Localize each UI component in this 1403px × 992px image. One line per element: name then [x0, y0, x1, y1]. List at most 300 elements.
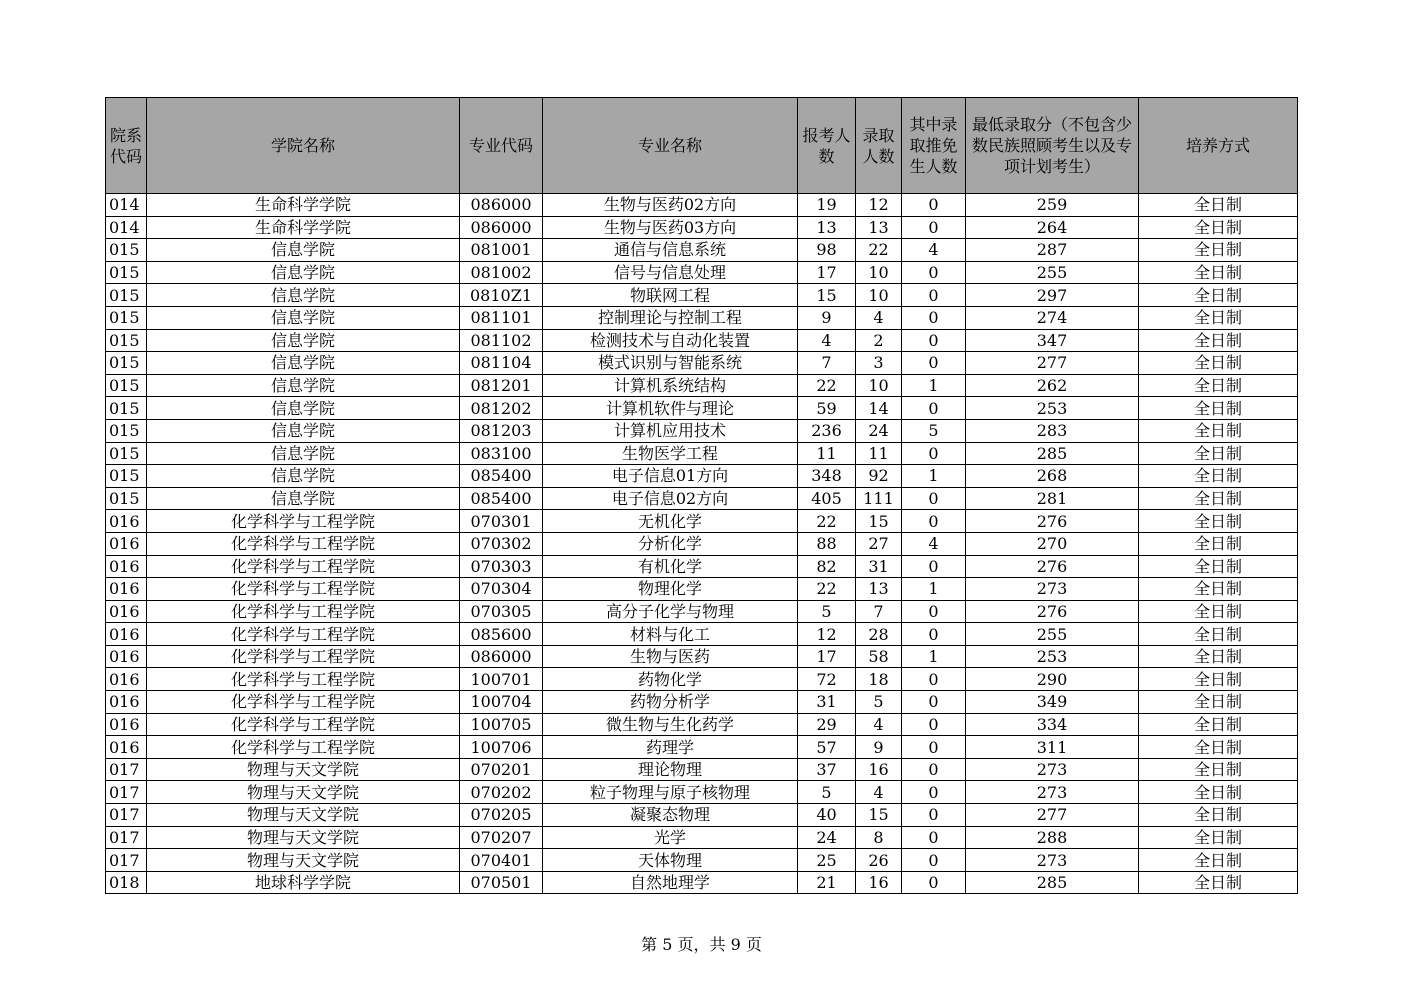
college-cell: 生命科学学院 [147, 216, 460, 239]
mode-cell: 全日制 [1139, 284, 1298, 307]
table-row [106, 532, 1298, 555]
min-score-cell: 276 [966, 600, 1139, 623]
admitted-cell: 11 [856, 442, 902, 465]
dept-code-cell: 016 [106, 600, 147, 623]
dept-code-cell: 016 [106, 555, 147, 578]
major-name-cell: 通信与信息系统 [543, 239, 798, 262]
mode-cell: 全日制 [1139, 691, 1298, 714]
mode-cell: 全日制 [1139, 397, 1298, 420]
table-row [106, 871, 1298, 894]
table-row [106, 239, 1298, 262]
dept-code-cell: 016 [106, 578, 147, 601]
exempt-cell: 0 [902, 261, 966, 284]
admitted-cell: 10 [856, 284, 902, 307]
college-cell: 物理与天文学院 [147, 826, 460, 849]
college-cell: 化学科学与工程学院 [147, 668, 460, 691]
header-college: 学院名称 [147, 98, 460, 194]
admitted-cell: 24 [856, 419, 902, 442]
college-cell: 化学科学与工程学院 [147, 645, 460, 668]
mode-cell: 全日制 [1139, 578, 1298, 601]
min-score-cell: 287 [966, 239, 1139, 262]
exempt-cell: 1 [902, 645, 966, 668]
table-row [106, 442, 1298, 465]
major-name-cell: 有机化学 [543, 555, 798, 578]
mode-cell: 全日制 [1139, 713, 1298, 736]
major-code-cell: 070207 [460, 826, 543, 849]
exempt-cell: 0 [902, 306, 966, 329]
dept-code-cell: 016 [106, 668, 147, 691]
major-name-cell: 电子信息01方向 [543, 465, 798, 488]
min-score-cell: 283 [966, 419, 1139, 442]
mode-cell: 全日制 [1139, 194, 1298, 217]
table-row [106, 691, 1298, 714]
table-row [106, 352, 1298, 375]
admitted-cell: 8 [856, 826, 902, 849]
applicants-cell: 348 [798, 465, 856, 488]
college-cell: 信息学院 [147, 352, 460, 375]
major-name-cell: 模式识别与智能系统 [543, 352, 798, 375]
college-cell: 化学科学与工程学院 [147, 600, 460, 623]
mode-cell: 全日制 [1139, 510, 1298, 533]
major-name-cell: 粒子物理与原子核物理 [543, 781, 798, 804]
exempt-cell: 1 [902, 374, 966, 397]
major-name-cell: 生物与医药03方向 [543, 216, 798, 239]
exempt-cell: 0 [902, 713, 966, 736]
college-cell: 化学科学与工程学院 [147, 623, 460, 646]
major-name-cell: 电子信息02方向 [543, 487, 798, 510]
admitted-cell: 16 [856, 871, 902, 894]
major-name-cell: 自然地理学 [543, 871, 798, 894]
min-score-cell: 277 [966, 804, 1139, 827]
major-code-cell: 070501 [460, 871, 543, 894]
table-row [106, 781, 1298, 804]
college-cell: 化学科学与工程学院 [147, 532, 460, 555]
admitted-cell: 14 [856, 397, 902, 420]
min-score-cell: 311 [966, 736, 1139, 759]
min-score-cell: 270 [966, 532, 1139, 555]
admitted-cell: 92 [856, 465, 902, 488]
college-cell: 信息学院 [147, 465, 460, 488]
table-row [106, 736, 1298, 759]
major-name-cell: 天体物理 [543, 849, 798, 872]
major-code-cell: 081202 [460, 397, 543, 420]
exempt-cell: 0 [902, 691, 966, 714]
applicants-cell: 13 [798, 216, 856, 239]
college-cell: 信息学院 [147, 442, 460, 465]
table-row [106, 397, 1298, 420]
college-cell: 化学科学与工程学院 [147, 555, 460, 578]
min-score-cell: 285 [966, 871, 1139, 894]
exempt-cell: 5 [902, 419, 966, 442]
table-row [106, 487, 1298, 510]
exempt-cell: 0 [902, 849, 966, 872]
dept-code-cell: 015 [106, 261, 147, 284]
major-code-cell: 085400 [460, 487, 543, 510]
mode-cell: 全日制 [1139, 442, 1298, 465]
major-name-cell: 控制理论与控制工程 [543, 306, 798, 329]
admission-table [105, 97, 1298, 894]
header-row [106, 98, 1298, 194]
applicants-cell: 72 [798, 668, 856, 691]
college-cell: 信息学院 [147, 239, 460, 262]
exempt-cell: 0 [902, 352, 966, 375]
admitted-cell: 5 [856, 691, 902, 714]
admitted-cell: 9 [856, 736, 902, 759]
applicants-cell: 5 [798, 600, 856, 623]
major-name-cell: 凝聚态物理 [543, 804, 798, 827]
major-name-cell: 分析化学 [543, 532, 798, 555]
exempt-cell: 0 [902, 510, 966, 533]
exempt-cell: 0 [902, 397, 966, 420]
table-body [106, 194, 1298, 894]
exempt-cell: 0 [902, 736, 966, 759]
major-code-cell: 085400 [460, 465, 543, 488]
college-cell: 信息学院 [147, 374, 460, 397]
header-major-name: 专业名称 [543, 98, 798, 194]
table-row [106, 306, 1298, 329]
exempt-cell: 1 [902, 465, 966, 488]
dept-code-cell: 016 [106, 623, 147, 646]
min-score-cell: 285 [966, 442, 1139, 465]
min-score-cell: 277 [966, 352, 1139, 375]
dept-code-cell: 018 [106, 871, 147, 894]
exempt-cell: 0 [902, 442, 966, 465]
dept-code-cell: 015 [106, 419, 147, 442]
min-score-cell: 262 [966, 374, 1139, 397]
table-row [106, 713, 1298, 736]
min-score-cell: 264 [966, 216, 1139, 239]
table-row [106, 668, 1298, 691]
table-row [106, 849, 1298, 872]
major-code-cell: 100701 [460, 668, 543, 691]
exempt-cell: 1 [902, 578, 966, 601]
exempt-cell: 0 [902, 804, 966, 827]
page-footer: 第 5 页，共 9 页 [641, 935, 762, 954]
college-cell: 物理与天文学院 [147, 781, 460, 804]
dept-code-cell: 014 [106, 216, 147, 239]
exempt-cell: 0 [902, 668, 966, 691]
header-applicants: 报考人数 [798, 98, 856, 194]
table-row [106, 578, 1298, 601]
college-cell: 信息学院 [147, 329, 460, 352]
applicants-cell: 22 [798, 374, 856, 397]
major-code-cell: 081002 [460, 261, 543, 284]
applicants-cell: 22 [798, 510, 856, 533]
college-cell: 物理与天文学院 [147, 804, 460, 827]
mode-cell: 全日制 [1139, 600, 1298, 623]
min-score-cell: 281 [966, 487, 1139, 510]
mode-cell: 全日制 [1139, 261, 1298, 284]
min-score-cell: 288 [966, 826, 1139, 849]
college-cell: 物理与天文学院 [147, 849, 460, 872]
major-name-cell: 检测技术与自动化装置 [543, 329, 798, 352]
major-code-cell: 086000 [460, 194, 543, 217]
mode-cell: 全日制 [1139, 465, 1298, 488]
min-score-cell: 290 [966, 668, 1139, 691]
major-code-cell: 081102 [460, 329, 543, 352]
admitted-cell: 58 [856, 645, 902, 668]
exempt-cell: 4 [902, 532, 966, 555]
major-name-cell: 信号与信息处理 [543, 261, 798, 284]
major-name-cell: 生物医学工程 [543, 442, 798, 465]
table-row [106, 804, 1298, 827]
exempt-cell: 0 [902, 216, 966, 239]
min-score-cell: 297 [966, 284, 1139, 307]
major-code-cell: 100705 [460, 713, 543, 736]
major-name-cell: 计算机软件与理论 [543, 397, 798, 420]
major-code-cell: 085600 [460, 623, 543, 646]
exempt-cell: 0 [902, 487, 966, 510]
applicants-cell: 12 [798, 623, 856, 646]
min-score-cell: 253 [966, 645, 1139, 668]
mode-cell: 全日制 [1139, 668, 1298, 691]
admitted-cell: 10 [856, 261, 902, 284]
major-code-cell: 070401 [460, 849, 543, 872]
major-name-cell: 微生物与生化药学 [543, 713, 798, 736]
exempt-cell: 0 [902, 284, 966, 307]
applicants-cell: 57 [798, 736, 856, 759]
major-name-cell: 计算机系统结构 [543, 374, 798, 397]
min-score-cell: 255 [966, 261, 1139, 284]
major-code-cell: 086000 [460, 645, 543, 668]
major-code-cell: 086000 [460, 216, 543, 239]
admitted-cell: 111 [856, 487, 902, 510]
exempt-cell: 0 [902, 555, 966, 578]
exempt-cell: 0 [902, 194, 966, 217]
major-name-cell: 无机化学 [543, 510, 798, 533]
dept-code-cell: 016 [106, 713, 147, 736]
dept-code-cell: 016 [106, 691, 147, 714]
college-cell: 化学科学与工程学院 [147, 713, 460, 736]
major-code-cell: 070303 [460, 555, 543, 578]
applicants-cell: 15 [798, 284, 856, 307]
major-name-cell: 理论物理 [543, 758, 798, 781]
dept-code-cell: 015 [106, 442, 147, 465]
applicants-cell: 405 [798, 487, 856, 510]
college-cell: 化学科学与工程学院 [147, 691, 460, 714]
dept-code-cell: 015 [106, 352, 147, 375]
college-cell: 物理与天文学院 [147, 758, 460, 781]
dept-code-cell: 015 [106, 306, 147, 329]
mode-cell: 全日制 [1139, 216, 1298, 239]
applicants-cell: 59 [798, 397, 856, 420]
dept-code-cell: 017 [106, 781, 147, 804]
applicants-cell: 5 [798, 781, 856, 804]
applicants-cell: 11 [798, 442, 856, 465]
admitted-cell: 28 [856, 623, 902, 646]
college-cell: 地球科学学院 [147, 871, 460, 894]
major-name-cell: 高分子化学与物理 [543, 600, 798, 623]
min-score-cell: 334 [966, 713, 1139, 736]
major-name-cell: 药物化学 [543, 668, 798, 691]
min-score-cell: 259 [966, 194, 1139, 217]
mode-cell: 全日制 [1139, 849, 1298, 872]
applicants-cell: 88 [798, 532, 856, 555]
admitted-cell: 15 [856, 510, 902, 533]
dept-code-cell: 016 [106, 736, 147, 759]
mode-cell: 全日制 [1139, 352, 1298, 375]
college-cell: 生命科学学院 [147, 194, 460, 217]
admitted-cell: 13 [856, 578, 902, 601]
min-score-cell: 274 [966, 306, 1139, 329]
admitted-cell: 10 [856, 374, 902, 397]
table-row [106, 510, 1298, 533]
admitted-cell: 27 [856, 532, 902, 555]
mode-cell: 全日制 [1139, 532, 1298, 555]
mode-cell: 全日制 [1139, 758, 1298, 781]
applicants-cell: 19 [798, 194, 856, 217]
table-row [106, 826, 1298, 849]
college-cell: 信息学院 [147, 419, 460, 442]
min-score-cell: 273 [966, 849, 1139, 872]
header-dept-code: 院系代码 [106, 98, 147, 194]
table-row [106, 261, 1298, 284]
min-score-cell: 276 [966, 510, 1139, 533]
dept-code-cell: 014 [106, 194, 147, 217]
dept-code-cell: 015 [106, 465, 147, 488]
header-admitted: 录取人数 [856, 98, 902, 194]
dept-code-cell: 016 [106, 510, 147, 533]
major-code-cell: 070201 [460, 758, 543, 781]
major-name-cell: 材料与化工 [543, 623, 798, 646]
table-row [106, 555, 1298, 578]
admitted-cell: 4 [856, 306, 902, 329]
applicants-cell: 37 [798, 758, 856, 781]
admitted-cell: 3 [856, 352, 902, 375]
major-code-cell: 0810Z1 [460, 284, 543, 307]
mode-cell: 全日制 [1139, 419, 1298, 442]
major-code-cell: 081104 [460, 352, 543, 375]
admitted-cell: 22 [856, 239, 902, 262]
applicants-cell: 22 [798, 578, 856, 601]
header-exempt: 其中录取推免生人数 [902, 98, 966, 194]
major-name-cell: 计算机应用技术 [543, 419, 798, 442]
exempt-cell: 0 [902, 758, 966, 781]
mode-cell: 全日制 [1139, 623, 1298, 646]
mode-cell: 全日制 [1139, 871, 1298, 894]
table-row [106, 374, 1298, 397]
table-row [106, 284, 1298, 307]
major-code-cell: 081001 [460, 239, 543, 262]
major-code-cell: 070205 [460, 804, 543, 827]
admitted-cell: 4 [856, 781, 902, 804]
applicants-cell: 17 [798, 261, 856, 284]
college-cell: 化学科学与工程学院 [147, 736, 460, 759]
admitted-cell: 15 [856, 804, 902, 827]
applicants-cell: 7 [798, 352, 856, 375]
header-mode: 培养方式 [1139, 98, 1298, 194]
major-code-cell: 070304 [460, 578, 543, 601]
major-code-cell: 070305 [460, 600, 543, 623]
major-code-cell: 081201 [460, 374, 543, 397]
applicants-cell: 24 [798, 826, 856, 849]
major-name-cell: 物理化学 [543, 578, 798, 601]
applicants-cell: 40 [798, 804, 856, 827]
college-cell: 信息学院 [147, 397, 460, 420]
table-row [106, 465, 1298, 488]
applicants-cell: 9 [798, 306, 856, 329]
college-cell: 化学科学与工程学院 [147, 510, 460, 533]
mode-cell: 全日制 [1139, 781, 1298, 804]
dept-code-cell: 016 [106, 645, 147, 668]
mode-cell: 全日制 [1139, 306, 1298, 329]
major-code-cell: 083100 [460, 442, 543, 465]
college-cell: 信息学院 [147, 284, 460, 307]
admitted-cell: 13 [856, 216, 902, 239]
table-row [106, 600, 1298, 623]
college-cell: 信息学院 [147, 306, 460, 329]
table-row [106, 419, 1298, 442]
college-cell: 信息学院 [147, 487, 460, 510]
dept-code-cell: 015 [106, 487, 147, 510]
mode-cell: 全日制 [1139, 645, 1298, 668]
table-row [106, 758, 1298, 781]
min-score-cell: 255 [966, 623, 1139, 646]
applicants-cell: 25 [798, 849, 856, 872]
dept-code-cell: 017 [106, 849, 147, 872]
exempt-cell: 0 [902, 623, 966, 646]
major-name-cell: 生物与医药 [543, 645, 798, 668]
exempt-cell: 0 [902, 871, 966, 894]
admitted-cell: 26 [856, 849, 902, 872]
applicants-cell: 82 [798, 555, 856, 578]
applicants-cell: 98 [798, 239, 856, 262]
dept-code-cell: 017 [106, 758, 147, 781]
exempt-cell: 0 [902, 781, 966, 804]
min-score-cell: 349 [966, 691, 1139, 714]
major-name-cell: 物联网工程 [543, 284, 798, 307]
major-name-cell: 药理学 [543, 736, 798, 759]
applicants-cell: 17 [798, 645, 856, 668]
admitted-cell: 4 [856, 713, 902, 736]
admitted-cell: 31 [856, 555, 902, 578]
mode-cell: 全日制 [1139, 239, 1298, 262]
major-code-cell: 070302 [460, 532, 543, 555]
table-row [106, 645, 1298, 668]
dept-code-cell: 015 [106, 284, 147, 307]
header-major-code: 专业代码 [460, 98, 543, 194]
min-score-cell: 253 [966, 397, 1139, 420]
dept-code-cell: 017 [106, 804, 147, 827]
dept-code-cell: 015 [106, 397, 147, 420]
applicants-cell: 4 [798, 329, 856, 352]
major-code-cell: 070301 [460, 510, 543, 533]
major-code-cell: 100706 [460, 736, 543, 759]
major-name-cell: 药物分析学 [543, 691, 798, 714]
mode-cell: 全日制 [1139, 329, 1298, 352]
exempt-cell: 0 [902, 600, 966, 623]
college-cell: 信息学院 [147, 261, 460, 284]
major-name-cell: 生物与医药02方向 [543, 194, 798, 217]
major-code-cell: 070202 [460, 781, 543, 804]
mode-cell: 全日制 [1139, 374, 1298, 397]
admitted-cell: 7 [856, 600, 902, 623]
major-code-cell: 100704 [460, 691, 543, 714]
major-code-cell: 081101 [460, 306, 543, 329]
dept-code-cell: 015 [106, 239, 147, 262]
applicants-cell: 29 [798, 713, 856, 736]
admitted-cell: 16 [856, 758, 902, 781]
major-code-cell: 081203 [460, 419, 543, 442]
table-row [106, 623, 1298, 646]
mode-cell: 全日制 [1139, 804, 1298, 827]
major-name-cell: 光学 [543, 826, 798, 849]
applicants-cell: 21 [798, 871, 856, 894]
table-row [106, 194, 1298, 217]
min-score-cell: 273 [966, 781, 1139, 804]
exempt-cell: 4 [902, 239, 966, 262]
table-row [106, 329, 1298, 352]
